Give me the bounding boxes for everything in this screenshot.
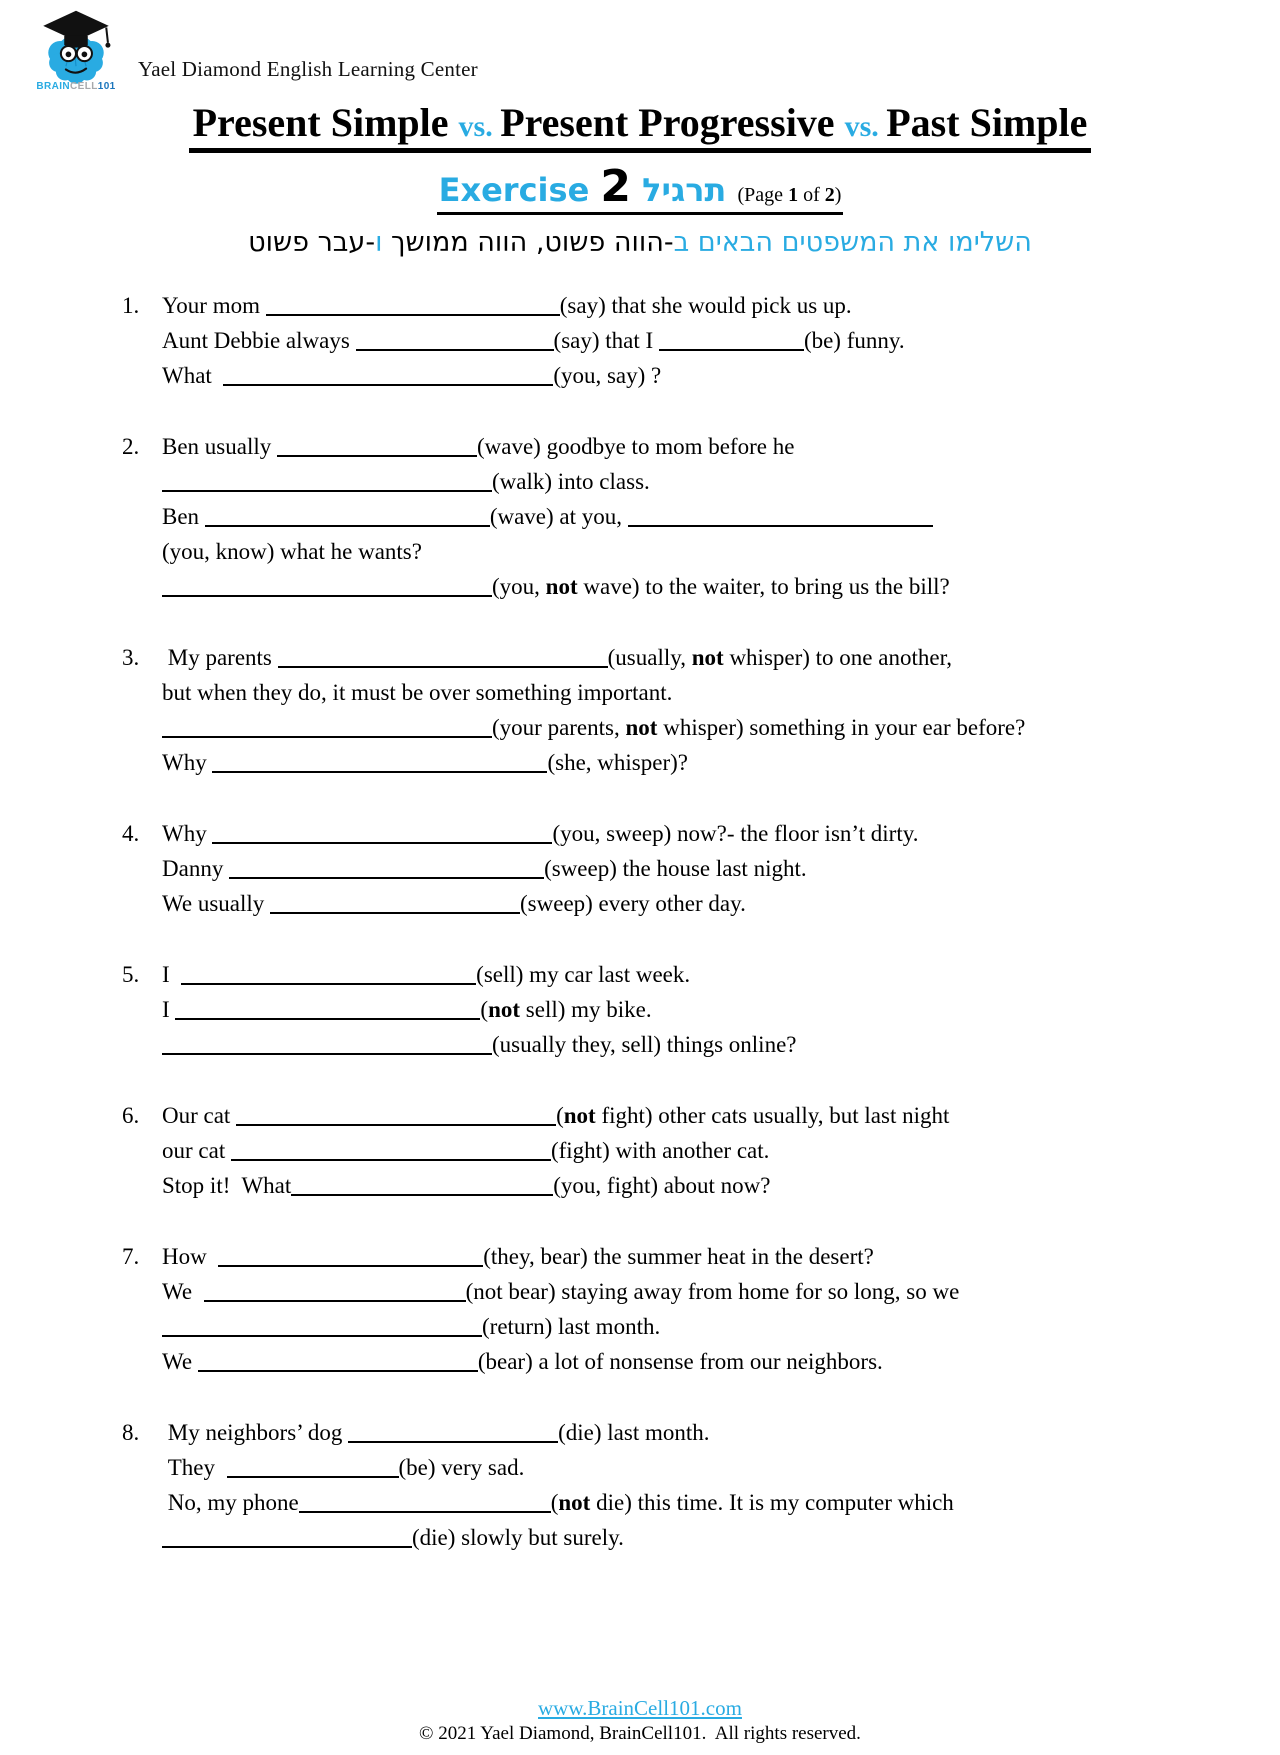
text-segment: vs. [458, 110, 501, 143]
text-segment: sell) my bike. [520, 997, 652, 1023]
item-number: 4. [122, 821, 140, 847]
text-segment: How [162, 1244, 219, 1270]
exercise-item [122, 640, 1210, 780]
text-segment: ( [556, 1103, 564, 1129]
sentence-line [162, 1133, 1210, 1168]
text-segment: They [162, 1455, 227, 1481]
bold-text: not [545, 574, 578, 600]
text-segment: whisper) to one another, [723, 645, 953, 671]
blank-line [162, 470, 492, 492]
text-segment: השלימו את המשפטים הבאים ב [673, 227, 1032, 259]
exercise-item [122, 816, 1210, 921]
item-lines [162, 640, 1210, 780]
blank-line [278, 646, 608, 668]
text-segment: My parents [162, 645, 278, 671]
text-segment: wave) to the waiter, to bring us the bill? [577, 574, 950, 600]
text-segment: (you, [492, 574, 546, 600]
item-lines [162, 957, 1210, 1062]
text-segment: (say) that I [553, 328, 659, 354]
text-segment: Your mom [162, 293, 266, 319]
header [0, 0, 1280, 92]
blank-line [212, 751, 547, 773]
text-segment: I [162, 962, 182, 988]
sentence-line [162, 992, 1210, 1027]
blank-line [223, 364, 553, 386]
text-segment: (sweep) every other day. [520, 891, 746, 917]
sentence-line [162, 675, 1210, 710]
blank-line [277, 435, 477, 457]
text-segment: (sweep) the house last night. [544, 856, 807, 882]
item-lines [162, 1415, 1210, 1555]
exercise-item [122, 429, 1210, 604]
text-segment: Ben usually [162, 434, 277, 460]
text-segment: (you, fight) about now? [553, 1173, 771, 1199]
sentence-line [162, 569, 1210, 604]
exercise-item [122, 288, 1210, 393]
text-segment: ו [375, 227, 383, 259]
sentence-line [162, 886, 1210, 921]
sentence-line [162, 499, 1210, 534]
blank-line [205, 505, 490, 527]
sentence-line [162, 429, 1210, 464]
text-segment: (not bear) staying away from home for so long, so we [465, 1279, 960, 1305]
blank-line [348, 1421, 558, 1443]
text-segment: (die) slowly but surely. [412, 1525, 624, 1551]
sentence-line [162, 358, 1210, 393]
blank-line [356, 329, 554, 351]
text-segment: our cat [162, 1138, 231, 1164]
bold-text: not [691, 645, 724, 671]
instruction-line [0, 227, 1280, 258]
sentence-line [162, 851, 1210, 886]
blank-line [162, 575, 492, 597]
text-segment: (return) last month. [482, 1314, 661, 1340]
item-lines [162, 429, 1210, 604]
text-segment: 2 [600, 161, 632, 212]
item-number: 3. [122, 645, 140, 671]
blank-line [162, 716, 492, 738]
sentence-line [162, 640, 1210, 675]
text-segment: We [162, 1279, 204, 1305]
bold-text: not [558, 1490, 591, 1516]
item-number: 7. [122, 1244, 140, 1270]
text-segment: -הווה פשוט, הווה ממושך [382, 227, 674, 259]
sentence-line [162, 1027, 1210, 1062]
blank-line [291, 1174, 553, 1196]
bold-text: not [488, 997, 521, 1023]
sentence-line [162, 957, 1210, 992]
page-title [189, 100, 1092, 153]
text-segment: No, my phone [162, 1490, 299, 1516]
text-segment: Our cat [162, 1103, 237, 1129]
website-link[interactable]: www.BrainCell101.com [538, 1696, 742, 1720]
sentence-line [162, 1274, 1210, 1309]
text-segment: (Page [737, 184, 789, 206]
text-segment: Why [162, 750, 213, 776]
exercise-heading [437, 163, 844, 215]
text-segment: Exercise [438, 171, 601, 209]
blank-line [299, 1491, 551, 1513]
text-segment: We usually [162, 891, 271, 917]
text-segment: Why [162, 821, 213, 847]
exercise-item [122, 1098, 1210, 1203]
blank-line [229, 857, 544, 879]
sentence-line [162, 816, 1210, 851]
text-segment: (wave) at you, [489, 504, 628, 530]
text-segment: BRAIN [36, 81, 71, 92]
blank-line [204, 1280, 466, 1302]
blank-line [236, 1104, 556, 1126]
text-segment: (usually, [607, 645, 692, 671]
blank-line [628, 505, 933, 527]
sentence-line [162, 464, 1210, 499]
text-segment: (usually they, sell) things online? [492, 1032, 797, 1058]
bold-text: not [625, 715, 658, 741]
text-segment: (be) funny. [803, 328, 905, 354]
text-segment: Aunt Debbie always [162, 328, 356, 354]
blank-line [227, 1456, 399, 1478]
text-segment: 1 [788, 184, 799, 206]
text-segment: (sell) my car last week. [476, 962, 691, 988]
text-segment: (walk) into class. [492, 469, 650, 495]
item-number: 2. [122, 434, 140, 460]
text-segment: 2 [824, 184, 835, 206]
text-segment: (be) very sad. [398, 1455, 525, 1481]
sentence-line [162, 323, 1210, 358]
exercise-item [122, 1239, 1210, 1379]
text-segment: What [162, 363, 224, 389]
footer [0, 1696, 1280, 1745]
text-segment: whisper) something in your ear before? [657, 715, 1026, 741]
item-lines [162, 816, 1210, 921]
text-segment: fight) other cats usually, but last night [595, 1103, 950, 1129]
sentence-line [162, 1415, 1210, 1450]
sentence-line [162, 1098, 1210, 1133]
exercise-item [122, 1415, 1210, 1555]
text-segment: Danny [162, 856, 230, 882]
sentence-line [162, 1309, 1210, 1344]
item-number: 6. [122, 1103, 140, 1129]
text-segment: (you, say) ? [553, 363, 662, 389]
text-segment: Present Progressive [500, 100, 845, 145]
text-segment: of [798, 184, 825, 206]
text-segment: (you, know) what he wants? [162, 539, 422, 565]
sentence-line [162, 745, 1210, 780]
text-segment: CELL [70, 81, 98, 92]
blank-line [162, 1526, 412, 1548]
text-segment: Stop it! What [162, 1173, 292, 1199]
text-segment: Present Simple [192, 100, 459, 145]
text-segment: תרגיל [631, 171, 738, 209]
blank-line [218, 1245, 483, 1267]
blank-line [162, 1315, 482, 1337]
center-name: Yael Diamond English Learning Center [138, 57, 478, 81]
blank-line [270, 892, 520, 914]
text-segment: vs. [844, 110, 887, 143]
item-number: 5. [122, 962, 140, 988]
sentence-line [162, 1450, 1210, 1485]
text-segment: (your parents, [492, 715, 626, 741]
item-lines [162, 288, 1210, 393]
blank-line [659, 329, 804, 351]
item-lines [162, 1239, 1210, 1379]
sentence-line [162, 1168, 1210, 1203]
item-number: 1. [122, 293, 140, 319]
text-segment: (they, bear) the summer heat in the desert? [483, 1244, 874, 1270]
item-lines [162, 1098, 1210, 1203]
text-segment: but when they do, it must be over something important. [162, 680, 673, 706]
sentence-line [162, 1239, 1210, 1274]
text-segment: 101 [97, 81, 116, 92]
text-segment: (die) last month. [558, 1420, 710, 1446]
blank-line [162, 1033, 492, 1055]
copyright-text: © 2021 Yael Diamond, BrainCell101. All rights reserved. [419, 1723, 861, 1744]
text-segment: We [162, 1349, 198, 1375]
blank-line [231, 1139, 551, 1161]
text-segment: I [162, 997, 176, 1023]
sentence-line [162, 1485, 1210, 1520]
text-segment: ) [834, 184, 842, 206]
braincell-logo [28, 7, 124, 92]
text-segment: Ben [162, 504, 205, 530]
text-segment: (wave) goodbye to mom before he [477, 434, 795, 460]
blank-line [175, 998, 480, 1020]
text-segment: (say) that she would pick us up. [559, 293, 852, 319]
brand-wordmark [36, 81, 115, 92]
blank-line [181, 963, 476, 985]
sentence-line [162, 288, 1210, 323]
text-segment: (fight) with another cat. [550, 1138, 770, 1164]
text-segment: Past Simple [886, 100, 1088, 145]
sentence-line [162, 1344, 1210, 1379]
text-segment: (she, whisper)? [547, 750, 688, 776]
blank-line [266, 294, 560, 316]
exercise-item [122, 957, 1210, 1062]
text-segment: (you, sweep) now?- the floor isn’t dirty. [552, 821, 919, 847]
graduation-cap-icon [43, 11, 110, 48]
text-segment: -עבר פשוט [248, 227, 376, 259]
text-segment: die) this time. It is my computer which [590, 1490, 954, 1516]
sentence-line [162, 534, 1210, 569]
sentence-line [162, 1520, 1210, 1555]
text-segment: ( [480, 997, 489, 1023]
sentence-line [162, 710, 1210, 745]
bold-text: not [563, 1103, 596, 1129]
text-segment: My neighbors’ dog [162, 1420, 349, 1446]
blank-line [212, 822, 552, 844]
text-segment: (bear) a lot of nonsense from our neighbors. [477, 1349, 883, 1375]
text-segment: ( [550, 1490, 559, 1516]
brain-mascot-icon [34, 7, 118, 85]
blank-line [198, 1350, 478, 1372]
exercise-list [0, 258, 1280, 1555]
item-number: 8. [122, 1420, 140, 1446]
